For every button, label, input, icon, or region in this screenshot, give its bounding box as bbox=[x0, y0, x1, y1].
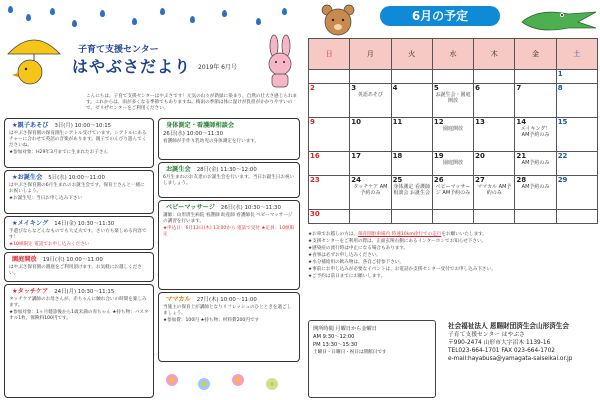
event-text: はやぶさ保育園の保育園生シアトル受けています。シアトルにあるチャーに合わせて英語の音楽があります。親子でのんびり遊んでくださいね。 bbox=[9, 131, 147, 148]
event-text: 講師：山形済生病院 看護師 助産師 看護師長 ベビーマッサージの講習を行います。 bbox=[163, 213, 293, 224]
calendar-day-cell bbox=[432, 209, 473, 224]
event-label: ベビーマッサージ bbox=[166, 204, 215, 211]
calendar-day-cell bbox=[474, 69, 515, 83]
intro-text: こんにちは。子育て支援センターはやぶさです！元気の山々が新緑に染まり、自然の壮大さ感じられます。これからは、雨が多くなる季節でもありますね。梅雨の季節は体に湿けが負担がかかりやすいので、ゼリぜセンターをご利用ください。 bbox=[86, 94, 298, 111]
calendar-day-number: 14 bbox=[516, 117, 527, 126]
calendar-day-number: 9 bbox=[310, 117, 315, 126]
calendar-day-cell bbox=[515, 69, 556, 83]
calendar-day-cell bbox=[556, 209, 597, 224]
calendar-day-number: 8 bbox=[557, 84, 563, 93]
calendar-day-number: 15 bbox=[557, 117, 568, 126]
event-extra: ★お誕生児：当日お申し込み下さい bbox=[9, 196, 83, 201]
calendar-day-cell bbox=[515, 175, 556, 209]
calendar-day-number: 20 bbox=[475, 151, 485, 160]
notes-item: ★食事は必ずお申し込みください。 bbox=[308, 253, 382, 258]
header-subtitle: 子育て支援センター bbox=[78, 45, 159, 55]
calendar-day-number: 6 bbox=[475, 84, 480, 93]
calendar-day-cell bbox=[556, 69, 597, 83]
calendar-week-row bbox=[309, 175, 598, 209]
event-box-garden bbox=[4, 252, 154, 282]
event-time: 3日(月) 10:00〜10:15 bbox=[54, 123, 112, 129]
calendar-event: 身体測定 看護師相談会 お誕生会 bbox=[393, 183, 430, 196]
org-sub: 子育て支援センター はやぶさ bbox=[448, 332, 525, 338]
calendar-day-number: 25 bbox=[392, 175, 403, 184]
calendar-week-row bbox=[309, 209, 598, 224]
calendar-day-cell bbox=[432, 84, 473, 118]
calendar-day-number: 22 bbox=[557, 151, 568, 160]
calendar-day-number: 30 bbox=[310, 209, 320, 218]
calendar-day-cell bbox=[309, 117, 350, 151]
calendar-day-cell bbox=[556, 151, 597, 175]
calendar-event: タッチケア AM予約のみ bbox=[353, 183, 388, 196]
calendar-event: お誕生会・園庭開放 bbox=[435, 92, 471, 105]
calendar-day-number: 2 bbox=[310, 84, 315, 93]
calendar-day-number: 13 bbox=[475, 117, 485, 126]
hours-closed: 土曜日・日曜日・祝日は閉館日です bbox=[313, 350, 387, 355]
calendar-day-cell bbox=[474, 209, 515, 224]
calendar-day-cell bbox=[432, 175, 473, 209]
calendar-day-cell bbox=[391, 151, 432, 175]
calendar-day-number: 11 bbox=[392, 117, 403, 126]
calendar-day-cell bbox=[391, 84, 432, 118]
calendar-title: 6月の予定 bbox=[380, 6, 500, 26]
calendar-day-cell bbox=[350, 69, 391, 83]
calendar-event: 園庭開放 bbox=[442, 159, 463, 166]
org-name bbox=[448, 322, 598, 331]
rabbit-illustration bbox=[258, 34, 302, 90]
event-extra: ★申込日：6月13日(木) 13:00から 電話で受付 ★定員：10組限定 bbox=[163, 226, 295, 237]
calendar-week-row bbox=[309, 84, 598, 118]
event-extra: ★参加対象：1ヶ月健診後から1歳未満の赤ちゃん ★持ち物：バスタオル1枚、保険料100円です。 bbox=[9, 310, 149, 321]
notes-item: ★水分補給用の飲み物は、各自ご持参下さい。 bbox=[308, 260, 404, 265]
hours-am: AM 9:30〜12:00 bbox=[313, 334, 355, 340]
calendar-day-cell bbox=[309, 209, 350, 224]
calendar-day-cell bbox=[350, 84, 391, 118]
calendar-day-number: 27 bbox=[475, 175, 485, 184]
event-label: お誕生会 bbox=[166, 166, 191, 173]
issue-date: 2019年 6月号 bbox=[198, 64, 237, 71]
calendar-day-cell bbox=[515, 84, 556, 118]
calendar-day-cell bbox=[515, 209, 556, 224]
hours-pm: PM 13:30〜15:30 bbox=[313, 342, 358, 348]
calendar-event: ママカル AM予約のみ bbox=[477, 183, 512, 196]
event-box-english bbox=[4, 118, 154, 168]
calendar-day-cell bbox=[556, 84, 597, 118]
org-name-text: 社会福祉法人 恩賜財団済生会山形済生会 bbox=[448, 322, 569, 330]
event-extra: ★参加対象：H29年3月までに生まれたお子さん bbox=[9, 150, 109, 155]
calendar-week-row bbox=[309, 117, 598, 151]
calendar-day-cell bbox=[391, 69, 432, 83]
page-title: はやぶさだより bbox=[72, 57, 192, 76]
org-tel: TEL023-664-1701 FAX 023-664-1702 bbox=[448, 348, 555, 354]
notes-item: ★事前にお申し込みが必要なイベントは、お電話か支援センター受付でお申し込み下さい。 bbox=[308, 267, 496, 272]
calendar-day-cell bbox=[515, 151, 556, 175]
calendar-header-thu: 木 bbox=[474, 39, 515, 70]
event-box-measure bbox=[158, 118, 300, 160]
notes-item: ★ご予約は前日までにお願いします。 bbox=[308, 274, 386, 279]
event-time: 5日(水) 10:00〜11:00 bbox=[48, 175, 105, 181]
event-label: ★メイキング bbox=[12, 220, 49, 227]
calendar-day-cell bbox=[350, 151, 391, 175]
calendar-day-cell bbox=[474, 175, 515, 209]
event-time: 27日(木) 10:00〜11:00 bbox=[196, 297, 257, 303]
notes-item: ★感染症の流行時は中止になる場合もあります。 bbox=[308, 246, 409, 251]
calendar-day-cell bbox=[391, 175, 432, 209]
event-box-mamacal bbox=[158, 292, 300, 362]
calendar-day-number: 12 bbox=[433, 117, 444, 126]
calendar-day-cell bbox=[391, 117, 432, 151]
calendar-day-number: 4 bbox=[392, 84, 398, 93]
calendar-event: AM予約のみ bbox=[521, 159, 550, 166]
flower-decoration bbox=[160, 366, 300, 398]
notes-lead bbox=[308, 232, 594, 238]
calendar-day-cell bbox=[474, 151, 515, 175]
event-box-touchcare bbox=[4, 284, 154, 398]
calendar-day-cell bbox=[474, 84, 515, 118]
calendar-header-row bbox=[309, 39, 598, 70]
bear-illustration bbox=[318, 2, 358, 38]
calendar-day-number: 23 bbox=[310, 175, 320, 184]
calendar-header-tue: 火 bbox=[391, 39, 432, 70]
calendar-day-cell bbox=[350, 175, 391, 209]
calendar-day-number: 1 bbox=[557, 69, 563, 78]
calendar-event: 英語あそび bbox=[357, 92, 383, 99]
event-label: 身体測定・看護師相談会 bbox=[166, 122, 235, 129]
calendar-header-sun: 日 bbox=[309, 39, 350, 70]
calendar-day-number: 3 bbox=[351, 84, 357, 93]
calendar-day-cell bbox=[309, 69, 350, 83]
event-text: 6月生まれのお友達のお誕生会を行います。当日お誕生日お祝いしましょう。 bbox=[163, 175, 295, 186]
calendar-header-fri: 金 bbox=[515, 39, 556, 70]
calendar-day-number: 18 bbox=[392, 151, 403, 160]
event-time: 19日(水) 10:00〜11:00 bbox=[42, 257, 103, 263]
event-box-baby-massage bbox=[158, 200, 300, 290]
calendar-day-cell bbox=[432, 117, 473, 151]
calendar-day-cell bbox=[515, 117, 556, 151]
calendar-table bbox=[308, 38, 598, 224]
event-text: 看護師が手作り乳幼児の身体測定を行います。 bbox=[163, 139, 260, 144]
org-mail: e-mail:hayabusa@yamagata-saiseikai.or.jp bbox=[448, 356, 573, 362]
calendar-day-cell bbox=[432, 69, 473, 83]
calendar-day-number: 29 bbox=[557, 175, 568, 184]
calendar-event: 園庭開放 bbox=[442, 125, 463, 132]
event-time: 26日(水) 10:30〜11:30 bbox=[220, 205, 281, 211]
calendar-day-cell bbox=[556, 117, 597, 151]
event-label: ★親子あそび bbox=[12, 122, 49, 129]
event-extra: ★参加費：100円 ★持ち物：材料費200円です bbox=[163, 318, 260, 323]
opening-hours-box bbox=[308, 320, 436, 398]
calendar-day-cell bbox=[474, 117, 515, 151]
notes-lead-text: ★お車でお越しの方は、 bbox=[308, 232, 359, 237]
calendar-day-number: 10 bbox=[351, 117, 362, 126]
calendar-day-cell bbox=[391, 209, 432, 224]
calendar-day-number: 17 bbox=[351, 151, 362, 160]
event-text: はやぶさ保育園の園庭をご利用頂けます。お気軽にお越しください。 bbox=[9, 265, 142, 276]
event-label: ★タッチケア bbox=[12, 288, 49, 295]
calendar-day-number: 24 bbox=[351, 175, 362, 184]
event-box-birthday-2 bbox=[158, 162, 300, 198]
hours-label: 開所時間 月曜日から金曜日 bbox=[313, 326, 377, 332]
calendar-day-cell bbox=[350, 209, 391, 224]
event-label: 園庭開放 bbox=[12, 256, 37, 263]
event-text: 手遊びならなどんなものでも大丈夫です。さい方も楽しめる内容です！ bbox=[9, 229, 147, 240]
event-text: 当施主の保育士が講師となりリフレッシュのひとときを過ごしましょう。 bbox=[163, 305, 292, 316]
calendar-day-cell bbox=[309, 175, 350, 209]
notes-item: ★支援センターをご利用の際は、正面玄関右側にあるインターホンでお知らせ下さい。 bbox=[308, 239, 487, 244]
event-label: ママカル bbox=[166, 296, 191, 303]
notes-lead-red: 保育園駐車場内 時速10km徐行での走行 bbox=[358, 232, 442, 237]
duck-umbrella-illustration bbox=[4, 30, 64, 90]
org-address: 〒990-2474 山形市大字沼木 1139-16 bbox=[448, 340, 551, 346]
organization-info bbox=[448, 322, 598, 363]
notes-lead-end: をお願いいたします。 bbox=[441, 232, 487, 237]
event-text: タッチケア講師のお母さんが、赤ちゃんに触れ合いの時間を楽しみます。 bbox=[9, 297, 147, 308]
event-time: 26日(水) 10:00〜11:30 bbox=[163, 131, 224, 137]
calendar-week-row bbox=[309, 69, 598, 83]
calendar-day-number: 26 bbox=[433, 175, 444, 184]
calendar-day-number: 19 bbox=[433, 151, 444, 160]
calendar-day-number: 5 bbox=[433, 84, 439, 93]
event-extra: ★10組限定 電話でお申し込みください bbox=[9, 242, 90, 247]
event-text: はやぶさ保育園の6月生まれのお誕生会です。保育士さんと一緒にお祝いしよう。 bbox=[9, 183, 145, 194]
calendar-header-wed: 水 bbox=[432, 39, 473, 70]
event-box-making bbox=[4, 216, 154, 250]
crocodile-illustration bbox=[518, 2, 598, 36]
calendar-day-cell bbox=[432, 151, 473, 175]
calendar-day-cell bbox=[350, 117, 391, 151]
calendar-header-sat: 土 bbox=[556, 39, 597, 70]
event-time: 28日(金) 11:30〜12:00 bbox=[196, 167, 257, 173]
event-box-birthday bbox=[4, 170, 154, 214]
event-label: ★お誕生会 bbox=[12, 174, 43, 181]
event-time: 24日(月) 10:30〜11:15 bbox=[54, 289, 115, 295]
calendar-day-number: 28 bbox=[516, 175, 527, 184]
calendar-header-mon: 月 bbox=[350, 39, 391, 70]
event-time: 14日(金) 10:30〜11:30 bbox=[54, 221, 115, 227]
calendar-event: メイキング！ AM予約のみ bbox=[520, 125, 551, 138]
calendar-week-row bbox=[309, 151, 598, 175]
notes-section bbox=[308, 232, 594, 281]
calendar-body bbox=[309, 69, 598, 223]
calendar-day-cell bbox=[309, 84, 350, 118]
calendar-event: ベビーマッサージ AM予約のみ bbox=[435, 183, 471, 196]
calendar-day-number: 16 bbox=[310, 151, 320, 160]
calendar-day-cell bbox=[309, 151, 350, 175]
calendar-day-cell bbox=[556, 175, 597, 209]
calendar-day-number: 21 bbox=[516, 151, 527, 160]
calendar-event: AM予約のみ bbox=[521, 183, 550, 190]
calendar-day-number: 7 bbox=[516, 84, 522, 93]
